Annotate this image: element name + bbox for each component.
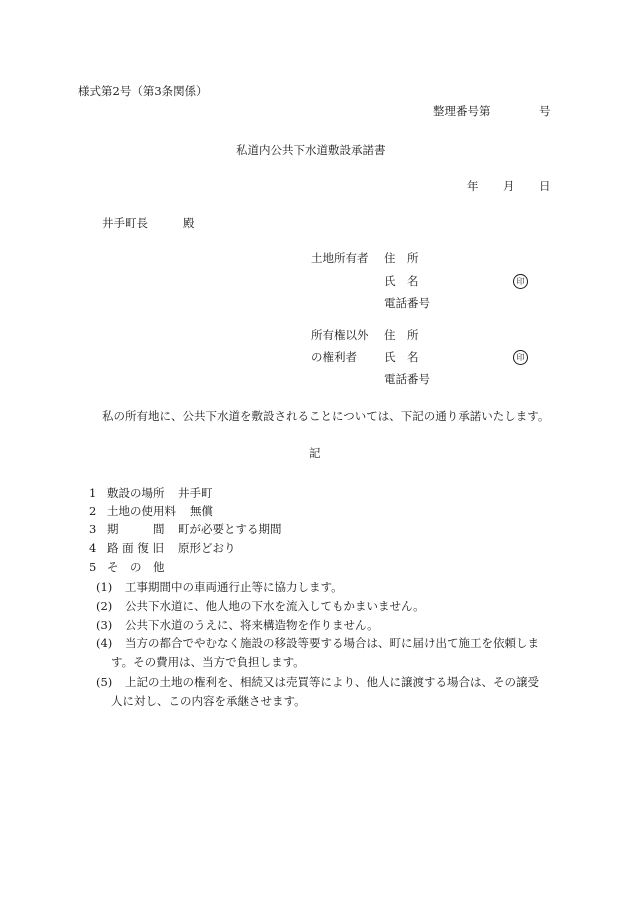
other-holder-seal-mark: 印 — [513, 350, 528, 365]
reference-number-prefix: 整理番号第 — [433, 104, 491, 118]
other-holder-address-label: 住 所 — [384, 328, 419, 342]
item-label: 土地の使用料 — [107, 504, 176, 518]
date-day: 日 — [539, 179, 551, 193]
land-owner-address-label: 住 所 — [384, 251, 419, 265]
item-value: 原形どおり — [178, 541, 236, 555]
sub-item-number: (1) — [96, 580, 113, 594]
other-holder-phone-label: 電話番号 — [384, 372, 430, 386]
other-holder-label-line1: 所有権以外 — [311, 328, 369, 342]
date-year: 年 — [467, 179, 479, 193]
sub-item-number: (3) — [96, 618, 113, 632]
sub-item-text: 当方の都合でやむなく施設の移設等要する場合は、町に届け出て施工を依頼しま — [125, 636, 539, 650]
sub-item-text: 公共下水道のうえに、将来構造物を作りません。 — [125, 618, 379, 632]
document-title: 私道内公共下水道敷設承諾書 — [236, 143, 386, 157]
sub-item-text: 公共下水道に、他人地の下水を流入してもかまいません。 — [125, 599, 425, 613]
other-holder-name-label: 氏 名 — [384, 350, 419, 364]
land-owner-phone-label: 電話番号 — [384, 296, 430, 310]
item-number: 2 — [89, 504, 97, 518]
sub-item-number: (4) — [96, 636, 113, 650]
item-label: 路 面 復 旧 — [107, 541, 164, 555]
other-holder-label-line2: の権利者 — [311, 350, 357, 364]
item-number: 3 — [89, 522, 97, 536]
item-number: 5 — [89, 560, 97, 574]
sub-item-text-continued: す。その費用は、当方で負担します。 — [111, 655, 305, 669]
addressee-name: 井手町長 — [102, 216, 148, 230]
item-label: そ の 他 — [107, 560, 165, 574]
date-month: 月 — [503, 179, 515, 193]
ki-heading: 記 — [309, 446, 321, 460]
consent-statement: 私の所有地に、公共下水道を敷設されることについては、下記の通り承諾いたします。 — [102, 409, 550, 423]
reference-number-suffix: 号 — [539, 104, 551, 118]
sub-item-number: (5) — [96, 675, 113, 689]
addressee-honorific: 殿 — [183, 216, 195, 230]
sub-item-text: 上記の土地の権利を、相続又は売買等により、他人に譲渡する場合は、その譲受 — [125, 675, 539, 689]
item-label: 敷設の場所 — [107, 486, 165, 500]
land-owner-name-label: 氏 名 — [384, 274, 419, 288]
item-number: 4 — [89, 541, 97, 555]
item-number: 1 — [89, 486, 97, 500]
item-value: 町が必要とする期間 — [178, 522, 282, 536]
sub-item-text-continued: 人に対し、この内容を承継させます。 — [111, 694, 306, 708]
item-value: 井手町 — [178, 486, 213, 500]
land-owner-label: 土地所有者 — [311, 251, 369, 265]
form-label: 様式第2号（第3条関係） — [78, 84, 208, 98]
item-label: 期 間 — [107, 522, 165, 536]
item-value: 無償 — [190, 504, 213, 518]
land-owner-seal-mark: 印 — [513, 274, 528, 289]
sub-item-text: 工事期間中の車両通行止等に協力します。 — [125, 580, 343, 594]
sub-item-number: (2) — [96, 599, 113, 613]
